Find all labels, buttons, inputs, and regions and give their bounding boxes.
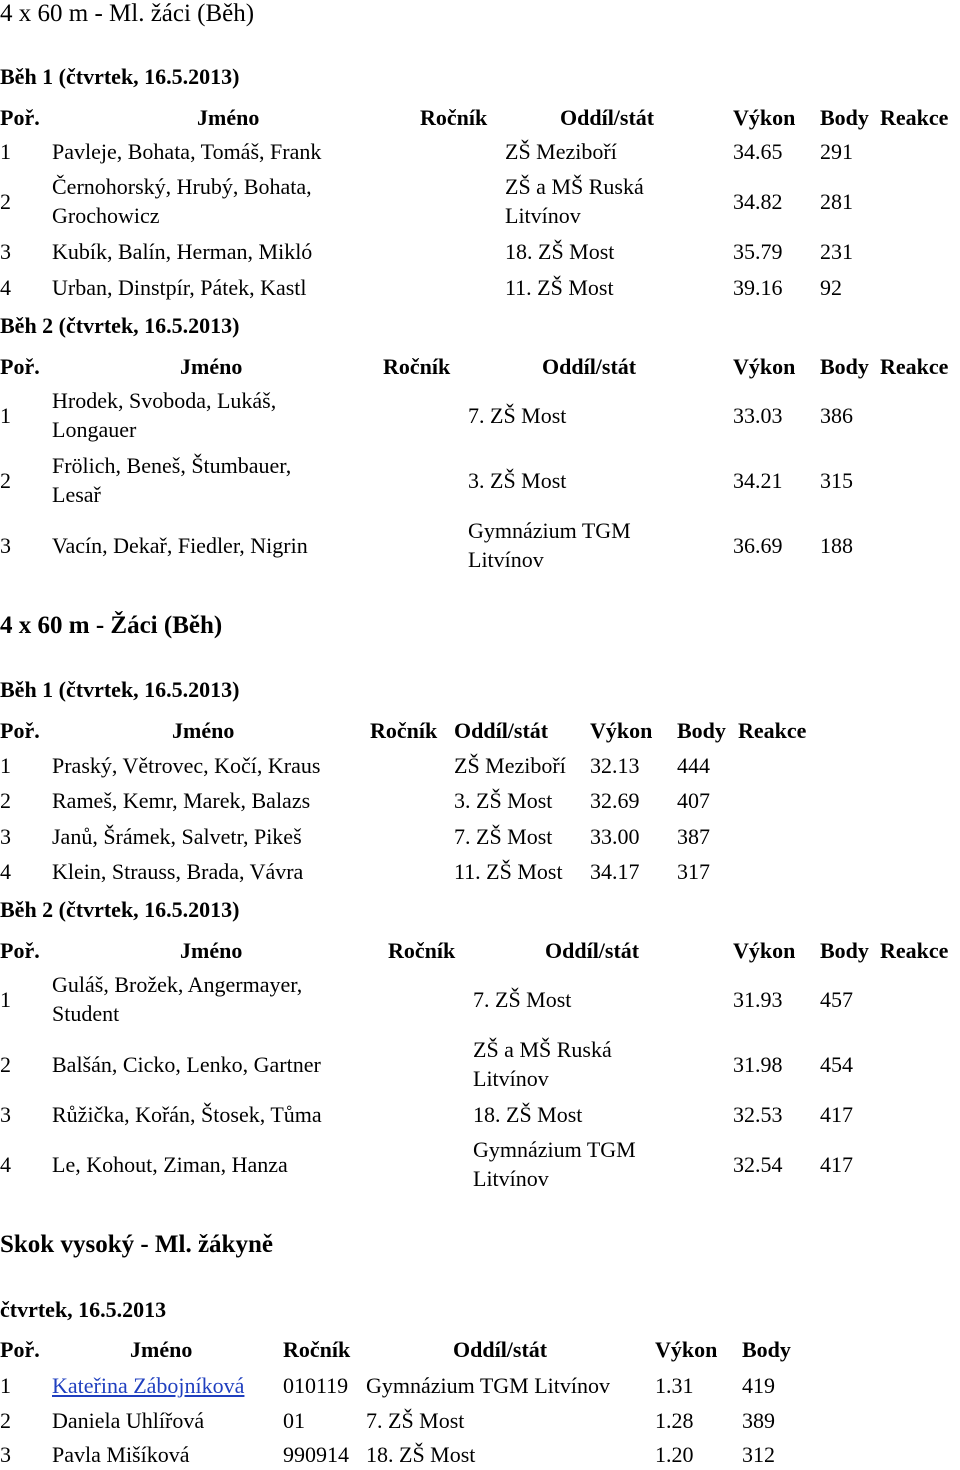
points-cell: 92 — [820, 275, 842, 300]
name-cell: Pavleje, Bohata, Tomáš, Frank — [52, 139, 322, 164]
club-cell: 18. ZŠ Most — [473, 1102, 583, 1127]
result-cell: 31.98 — [733, 1052, 783, 1077]
col-header-name: Jméno — [180, 354, 243, 379]
year-cell: 01 — [283, 1408, 305, 1433]
heat-label: Běh 2 (čtvrtek, 16.5.2013) — [0, 897, 240, 922]
result-cell: 39.16 — [733, 275, 783, 300]
col-header-points: Body — [820, 938, 869, 963]
col-header-points: Body — [677, 718, 726, 743]
place-cell: 1 — [0, 753, 11, 778]
col-header-year: Ročník — [283, 1337, 351, 1362]
points-cell: 457 — [820, 987, 853, 1012]
col-header-result: Výkon — [733, 105, 796, 130]
col-header-place: Poř. — [0, 354, 40, 379]
name-cell: Janů, Šrámek, Salvetr, Pikeš — [52, 824, 302, 849]
col-header-year: Ročník — [383, 354, 451, 379]
col-header-club: Oddíl/stát — [545, 938, 640, 963]
result-cell: 1.31 — [655, 1373, 694, 1398]
result-cell: 1.20 — [655, 1442, 694, 1467]
club-cell: 7. ZŠ Most — [366, 1408, 465, 1433]
result-cell: 1.28 — [655, 1408, 694, 1433]
col-header-club: Oddíl/stát — [542, 354, 637, 379]
points-cell: 291 — [820, 139, 853, 164]
points-cell: 231 — [820, 239, 853, 264]
club-cell: 11. ZŠ Most — [454, 859, 563, 884]
result-cell: 33.03 — [733, 403, 783, 428]
club-cell: 11. ZŠ Most — [505, 275, 614, 300]
col-header-club: Oddíl/stát — [454, 718, 549, 743]
year-cell: 010119 — [283, 1373, 349, 1398]
place-cell: 3 — [0, 824, 11, 849]
col-header-year: Ročník — [370, 718, 438, 743]
result-cell: 34.65 — [733, 139, 783, 164]
points-cell: 281 — [820, 189, 853, 214]
place-cell: 1 — [0, 403, 11, 428]
club-cell: Gymnázium TGM Litvínov — [468, 518, 631, 572]
heat-label: čtvrtek, 16.5.2013 — [0, 1297, 167, 1322]
name-cell: Daniela Uhlířová — [52, 1408, 205, 1433]
club-cell: 3. ZŠ Most — [468, 468, 567, 493]
club-cell: ZŠ Meziboří — [505, 139, 617, 164]
name-cell: Urban, Dinstpír, Pátek, Kastl — [52, 275, 307, 300]
place-cell: 2 — [0, 788, 11, 813]
col-header-club: Oddíl/stát — [560, 105, 655, 130]
result-cell: 32.13 — [590, 753, 640, 778]
club-cell: 18. ZŠ Most — [366, 1442, 476, 1467]
place-cell: 1 — [0, 987, 11, 1012]
col-header-result: Výkon — [733, 938, 796, 963]
result-cell: 32.54 — [733, 1152, 783, 1177]
result-cell: 34.17 — [590, 859, 640, 884]
col-header-result: Výkon — [655, 1337, 718, 1362]
club-cell: Gymnázium TGM Litvínov — [473, 1137, 636, 1191]
points-cell: 444 — [677, 753, 710, 778]
name-cell: Kubík, Balín, Herman, Mikló — [52, 239, 313, 264]
col-header-name: Jméno — [172, 718, 235, 743]
place-cell: 1 — [0, 139, 11, 164]
points-cell: 317 — [677, 859, 710, 884]
result-cell: 32.53 — [733, 1102, 783, 1127]
col-header-result: Výkon — [590, 718, 653, 743]
name-cell: Černohorský, Hrubý, Bohata, Grochowicz — [52, 174, 312, 228]
col-header-place: Poř. — [0, 938, 40, 963]
club-cell: 3. ZŠ Most — [454, 788, 553, 813]
result-cell: 31.93 — [733, 987, 783, 1012]
points-cell: 454 — [820, 1052, 853, 1077]
result-cell: 34.82 — [733, 189, 783, 214]
name-cell: Rameš, Kemr, Marek, Balazs — [52, 788, 311, 813]
col-header-place: Poř. — [0, 1337, 40, 1362]
place-cell: 2 — [0, 189, 11, 214]
club-cell: 18. ZŠ Most — [505, 239, 615, 264]
place-cell: 2 — [0, 468, 11, 493]
col-header-result: Výkon — [733, 354, 796, 379]
col-header-year: Ročník — [420, 105, 488, 130]
points-cell: 417 — [820, 1102, 853, 1127]
col-header-place: Poř. — [0, 105, 40, 130]
name-cell: Pavla Mišíková — [52, 1442, 190, 1467]
col-header-reaction: Reakce — [738, 718, 807, 743]
heat-label: Běh 1 (čtvrtek, 16.5.2013) — [0, 677, 240, 702]
col-header-points: Body — [742, 1337, 791, 1362]
place-cell: 1 — [0, 1373, 11, 1398]
col-header-place: Poř. — [0, 718, 40, 743]
heat-label: Běh 2 (čtvrtek, 16.5.2013) — [0, 313, 240, 338]
points-cell: 312 — [742, 1442, 775, 1467]
result-cell: 34.21 — [733, 468, 783, 493]
points-cell: 417 — [820, 1152, 853, 1177]
section-title: Skok vysoký - Ml. žákyně — [0, 1231, 273, 1258]
place-cell: 4 — [0, 859, 11, 884]
points-cell: 315 — [820, 468, 853, 493]
col-header-name: Jméno — [197, 105, 260, 130]
section-title: 4 x 60 m - Ml. žáci (Běh) — [0, 0, 255, 27]
athlete-link[interactable]: Kateřina Zábojníková — [52, 1373, 245, 1398]
points-cell: 407 — [677, 788, 710, 813]
col-header-name: Jméno — [180, 938, 243, 963]
result-cell: 32.69 — [590, 788, 640, 813]
name-cell: Guláš, Brožek, Angermayer, Student — [52, 972, 303, 1026]
name-cell: Klein, Strauss, Brada, Vávra — [52, 859, 304, 884]
points-cell: 188 — [820, 533, 853, 558]
place-cell: 3 — [0, 1102, 11, 1127]
points-cell: 419 — [742, 1373, 775, 1398]
result-cell: 35.79 — [733, 239, 783, 264]
col-header-reaction: Reakce — [880, 938, 949, 963]
name-cell: Vacín, Dekař, Fiedler, Nigrin — [52, 533, 308, 558]
club-cell: ZŠ a MŠ Ruská Litvínov — [473, 1037, 612, 1091]
club-cell: ZŠ a MŠ Ruská Litvínov — [505, 174, 644, 228]
col-header-reaction: Reakce — [880, 105, 949, 130]
col-header-name: Jméno — [130, 1337, 193, 1362]
name-cell: Le, Kohout, Ziman, Hanza — [52, 1152, 288, 1177]
col-header-club: Oddíl/stát — [453, 1337, 548, 1362]
place-cell: 2 — [0, 1408, 11, 1433]
club-cell: ZŠ Meziboří — [454, 753, 566, 778]
col-header-reaction: Reakce — [880, 354, 949, 379]
name-cell: Hrodek, Svoboda, Lukáš, Longauer — [52, 388, 277, 442]
name-cell: Růžička, Kořán, Štosek, Tůma — [52, 1102, 322, 1127]
club-cell: 7. ZŠ Most — [454, 824, 553, 849]
points-cell: 389 — [742, 1408, 775, 1433]
name-cell: Praský, Větrovec, Kočí, Kraus — [52, 753, 321, 778]
place-cell: 3 — [0, 533, 11, 558]
club-cell: 7. ZŠ Most — [468, 403, 567, 428]
place-cell: 3 — [0, 1442, 11, 1467]
heat-label: Běh 1 (čtvrtek, 16.5.2013) — [0, 64, 240, 89]
section-title: 4 x 60 m - Žáci (Běh) — [0, 612, 223, 639]
col-header-year: Ročník — [388, 938, 456, 963]
place-cell: 2 — [0, 1052, 11, 1077]
name-cell: Balšán, Cicko, Lenko, Gartner — [52, 1052, 321, 1077]
place-cell: 4 — [0, 275, 11, 300]
points-cell: 386 — [820, 403, 853, 428]
name-cell: Frölich, Beneš, Štumbauer, Lesař — [52, 453, 292, 507]
place-cell: 4 — [0, 1152, 11, 1177]
place-cell: 3 — [0, 239, 11, 264]
col-header-points: Body — [820, 105, 869, 130]
result-cell: 36.69 — [733, 533, 783, 558]
col-header-points: Body — [820, 354, 869, 379]
points-cell: 387 — [677, 824, 710, 849]
year-cell: 990914 — [283, 1442, 349, 1467]
club-cell: Gymnázium TGM Litvínov — [366, 1373, 611, 1398]
club-cell: 7. ZŠ Most — [473, 987, 572, 1012]
result-cell: 33.00 — [590, 824, 640, 849]
